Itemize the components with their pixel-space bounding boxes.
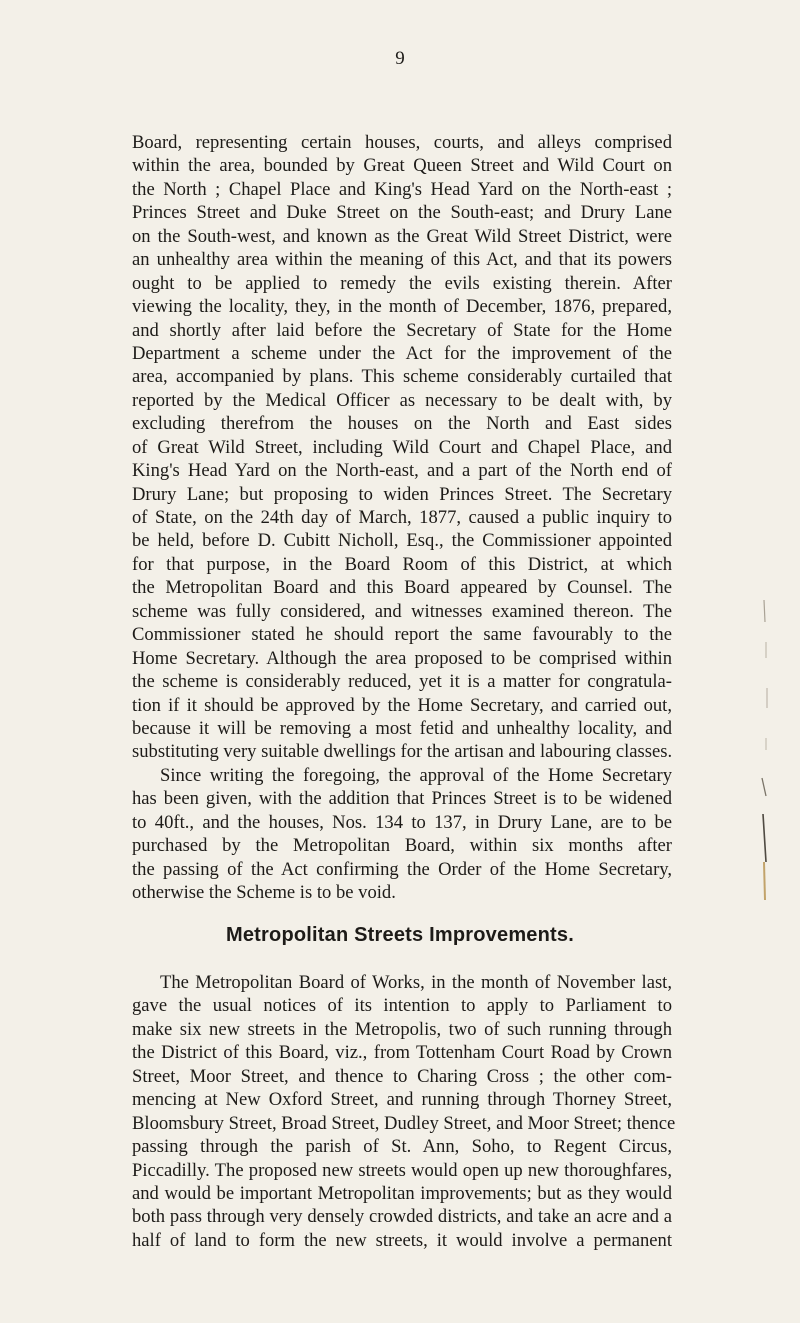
text-line: passing through the parish of St. Ann, Soho, to Regent Circus, [132,1136,672,1158]
text-line: Commissioner stated he should report the same favourably to the [132,624,672,646]
text-line: Home Secretary. Although the area proposed to be comprised within [132,647,672,669]
text-line: an unhealthy area within the meaning of this Act, and that its powers [132,249,672,271]
text-line: half of land to form the new streets, it would involve a permanent [132,1229,672,1251]
text-line: viewing the locality, they, in the month of December, 1876, prepared, [132,296,672,318]
text-line: Drury Lane; but proposing to widen Princes Street. The Secretary [132,483,672,505]
text-line: the passing of the Act confirming the Order of the Home Secretary, [132,858,672,880]
text-line: substituting very suitable dwellings for the artisan and labouring classes. [132,741,673,763]
text-line: of Great Wild Street, including Wild Court and Chapel Place, and [132,436,672,458]
text-line: mencing at New Oxford Street, and running through Thorney Street, [132,1089,672,1111]
text-line: purchased by the Metropolitan Board, within six months after [132,835,672,857]
text-line: Board, representing certain houses, courts, and alleys comprised [132,132,672,153]
text-line: make six new streets in the Metropolis, two of such running through [132,1018,672,1040]
margin-pencil-marks [758,600,772,900]
paragraph-metropolitan-streets [132,971,676,1252]
text-line: gave the usual notices of its intention to apply to Parliament to [132,995,672,1017]
text-line: and shortly after laid before the Secretary of State for the Home [132,319,672,341]
page-number: 9 [395,48,405,69]
text-line: the Metropolitan Board and this Board appeared by Counsel. The [132,577,672,599]
text-line: because it will be removing a most fetid and unhealthy locality, and [132,717,672,739]
text-line: reported by the Medical Officer as necessary to be dealt with, by [132,389,672,411]
text-line: the North ; Chapel Place and King's Head Yard on the North-east ; [132,178,672,200]
text-line: area, accompanied by plans. This scheme considerably curtailed that [132,366,672,388]
text-line: King's Head Yard on the North-east, and a part of the North end of [132,460,672,482]
text-line: Department a scheme under the Act for the improvement of the [132,342,672,364]
text-line: on the South-west, and known as the Great Wild Street District, were [132,225,672,247]
text-line: the scheme is considerably reduced, yet it is a matter for congratula- [132,671,672,693]
text-line: Princes Street and Duke Street on the South-east; and Drury Lane [132,202,672,224]
text-line: for that purpose, in the Board Room of this District, at which [132,553,672,575]
text-line: of State, on the 24th day of March, 1877, caused a public inquiry to [132,507,672,528]
text-line: and would be important Metropolitan improvements; but as they would [132,1182,672,1204]
text-line: The Metropolitan Board of Works, in the month of November last, [160,972,672,993]
text-line: the District of this Board, viz., from Tottenham Court Road by Crown [132,1042,672,1064]
paragraph-great-wild-street [132,131,672,904]
section-heading: Metropolitan Streets Improvements. [226,924,574,946]
text-line: ought to be applied to remedy the evils existing therein. After [132,272,672,294]
text-line: within the area, bounded by Great Queen Street and Wild Court on [132,155,672,177]
text-line: has been given, with the addition that Princes Street is to be widened [132,788,672,810]
text-line: both pass through very densely crowded districts, and take an acre and a [132,1206,672,1228]
text-line: Since writing the foregoing, the approval of the Home Secretary [160,764,672,786]
text-line: Street, Moor Street, and thence to Charing Cross ; the other com- [132,1065,672,1087]
text-line: Bloomsbury Street, Broad Street, Dudley Street, and Moor Street; thence [132,1112,676,1134]
text-line: be held, before D. Cubitt Nicholl, Esq., the Commissioner appointed [132,530,672,552]
text-line: excluding therefrom the houses on the North and East sides [132,413,672,435]
text-line: scheme was fully considered, and witnesses examined thereon. The [132,600,672,622]
text-line: tion if it should be approved by the Home Secretary, and carried out, [132,694,672,716]
text-line: Piccadilly. The proposed new streets would open up new thoroughfares, [132,1159,672,1181]
text-line: to 40ft., and the houses, Nos. 134 to 137, in Drury Lane, are to be [132,811,672,833]
text-line: otherwise the Scheme is to be void. [132,882,396,903]
